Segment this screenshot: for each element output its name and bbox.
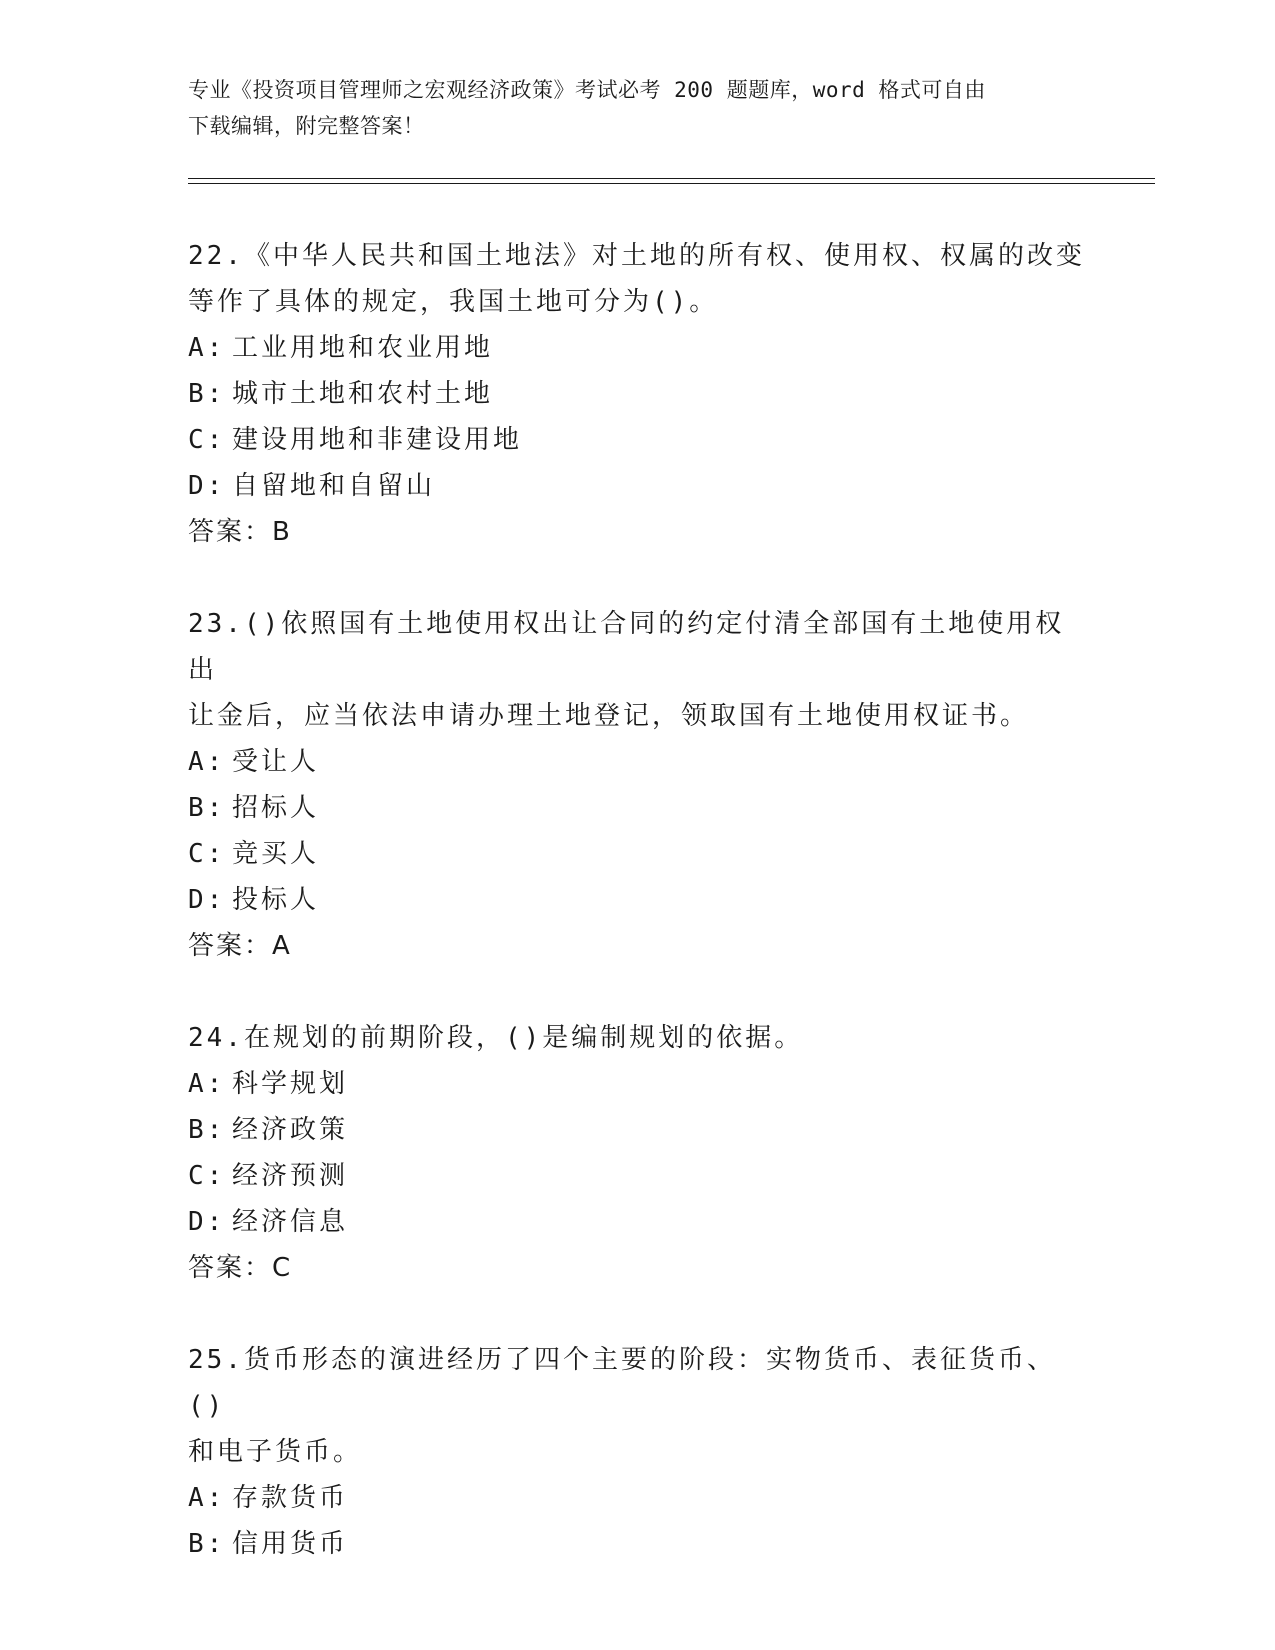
option-letter: D: bbox=[188, 885, 226, 915]
option-letter: A: bbox=[188, 1069, 226, 1099]
option-letter: D: bbox=[188, 1207, 226, 1237]
option-a bbox=[188, 739, 1088, 785]
question-22 bbox=[188, 233, 1088, 555]
option-letter: B: bbox=[188, 1115, 226, 1145]
question-list bbox=[188, 233, 1088, 1613]
option-text: 存款货币 bbox=[232, 1483, 349, 1513]
header-divider-bottom bbox=[188, 183, 1155, 184]
question-23 bbox=[188, 601, 1088, 969]
option-text: 经济预测 bbox=[232, 1161, 349, 1191]
option-c bbox=[188, 1153, 1088, 1199]
question-text-line: 24.在规划的前期阶段，()是编制规划的依据。 bbox=[188, 1023, 804, 1053]
option-letter: B: bbox=[188, 379, 226, 409]
option-letter: C: bbox=[188, 1161, 226, 1191]
option-a bbox=[188, 1475, 1088, 1521]
question-25 bbox=[188, 1337, 1088, 1567]
question-text-line: 等作了具体的规定，我国土地可分为()。 bbox=[188, 287, 719, 317]
option-text: 竞买人 bbox=[232, 839, 320, 869]
option-letter: D: bbox=[188, 471, 226, 501]
question-text-line: 23.()依照国有土地使用权出让合同的约定付清全部国有土地使用权出 bbox=[188, 609, 1065, 685]
option-letter: C: bbox=[188, 839, 226, 869]
option-letter: C: bbox=[188, 425, 226, 455]
option-letter: B: bbox=[188, 793, 226, 823]
option-b bbox=[188, 785, 1088, 831]
option-a bbox=[188, 325, 1088, 371]
question-text-line: 25.货币形态的演进经历了四个主要的阶段：实物货币、表征货币、() bbox=[188, 1345, 1056, 1421]
option-text: 信用货币 bbox=[232, 1529, 349, 1559]
question-text-line: 让金后，应当依法申请办理土地登记，领取国有土地使用权证书。 bbox=[188, 701, 1030, 731]
option-d bbox=[188, 463, 1088, 509]
option-text: 城市土地和农村土地 bbox=[232, 379, 494, 409]
option-letter: A: bbox=[188, 333, 226, 363]
option-letter: B: bbox=[188, 1529, 226, 1559]
option-text: 科学规划 bbox=[232, 1069, 349, 1099]
question-text-line: 和电子货币。 bbox=[188, 1437, 363, 1467]
question-24 bbox=[188, 1015, 1088, 1291]
option-c bbox=[188, 417, 1088, 463]
option-text: 自留地和自留山 bbox=[232, 471, 436, 501]
document-header bbox=[188, 72, 1088, 144]
option-text: 招标人 bbox=[232, 793, 320, 823]
option-b bbox=[188, 1107, 1088, 1153]
option-letter: A: bbox=[188, 747, 226, 777]
question-text-line: 22.《中华人民共和国土地法》对土地的所有权、使用权、权属的改变 bbox=[188, 241, 1085, 271]
option-text: 投标人 bbox=[232, 885, 320, 915]
option-d bbox=[188, 877, 1088, 923]
option-d bbox=[188, 1199, 1088, 1245]
option-a bbox=[188, 1061, 1088, 1107]
option-text: 工业用地和农业用地 bbox=[232, 333, 494, 363]
option-b bbox=[188, 1521, 1088, 1567]
option-text: 经济信息 bbox=[232, 1207, 349, 1237]
answer-label: 答案：B bbox=[188, 517, 292, 547]
header-line-2: 下载编辑，附完整答案！ bbox=[188, 114, 425, 138]
option-c bbox=[188, 831, 1088, 877]
answer-label: 答案：C bbox=[188, 1253, 293, 1283]
option-text: 受让人 bbox=[232, 747, 320, 777]
option-text: 经济政策 bbox=[232, 1115, 349, 1145]
option-letter: A: bbox=[188, 1483, 226, 1513]
answer-label: 答案：A bbox=[188, 931, 292, 961]
header-line-1: 专业《投资项目管理师之宏观经济政策》考试必考 200 题题库，word 格式可自由 bbox=[188, 78, 986, 102]
option-text: 建设用地和非建设用地 bbox=[232, 425, 523, 455]
option-b bbox=[188, 371, 1088, 417]
header-divider-top bbox=[188, 178, 1155, 179]
